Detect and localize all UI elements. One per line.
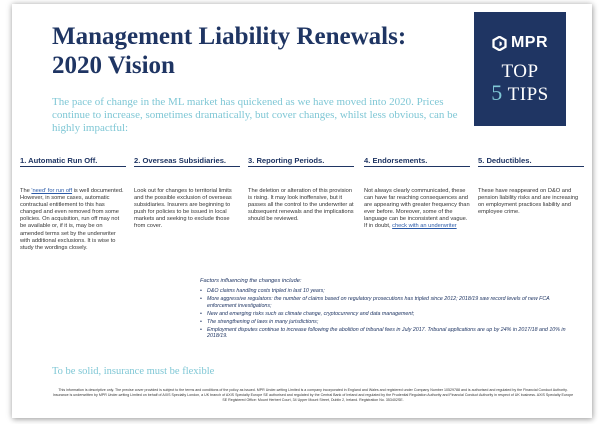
- badge-tips-number: 5: [491, 80, 503, 105]
- tip-reporting-periods: [248, 156, 354, 223]
- page-title: [52, 22, 472, 80]
- run-off-link[interactable]: 'need' for run off: [31, 188, 73, 194]
- tip-endorsements: [364, 156, 470, 231]
- badge-tips-label: [474, 82, 566, 106]
- factor-item: • D&O claims handling costs tripled in last 10 years;: [200, 288, 570, 294]
- tip-heading: 2. Overseas Subsidiaries.: [134, 156, 240, 167]
- factor-item: • New and emerging risks such as climate change, cryptocurrency and data management;: [200, 311, 570, 317]
- badge-tips-text: TIPS: [507, 84, 549, 105]
- tip-heading: 1. Automatic Run Off.: [20, 156, 126, 167]
- tagline: To be solid, insurance must be flexible: [52, 366, 215, 377]
- tip-overseas-subsidiaries: [134, 156, 240, 231]
- factor-item: • Employment disputes continue to increase following the abolition of tribunal fees in July 2017. Tribunal applications are up by 24% in 2017/18 and 10% in 2018/19.: [200, 327, 570, 340]
- document-page: [12, 4, 592, 418]
- tip-heading: 5. Deductibles.: [478, 156, 584, 167]
- tip-body: The deletion or alteration of this provision is rising. It may look inoffensive, but it passes all the control to the underwriter at subsequent renewals and the implications should be reviewed.: [248, 188, 354, 223]
- top-tips-badge: [474, 12, 566, 126]
- tip-heading: 4. Endorsements.: [364, 156, 470, 167]
- tip-body-text: The: [20, 188, 32, 194]
- tip-body: Look out for changes to territorial limits and the possible exclusion of overseas subsidiaries. Insurers are beginning to push for policies to be issued in local markets and seeking to exclude those from cover.: [134, 188, 232, 230]
- brand-name: MPR: [510, 34, 549, 51]
- tip-automatic-run-off: [20, 156, 126, 252]
- tip-body-text: is well documented. However, in some cases, automatic contractual entitlement to this has changed and even removed from some policies. On acquisition, run off may not be available or, if it is, may be on amended terms set by the underwriter with additional exclusions. It is wise to study the wordings closely.: [20, 188, 124, 251]
- factor-item: • More aggressive regulators: the number of claims based on regulatory prosecutions has tripled since 2012; 2018/19 saw record levels of new FCA enforcement investigations;: [200, 296, 570, 309]
- tip-body: [364, 188, 470, 231]
- badge-top-label: TOP: [501, 61, 539, 82]
- tip-heading: 3. Reporting Periods.: [248, 156, 354, 167]
- title-line-2: 2020 Vision: [52, 52, 175, 79]
- factor-item: • The strengthening of laws in many jurisdictions;: [200, 319, 570, 325]
- intro-paragraph: The pace of change in the ML market has quickened as we have moved into 2020. Prices continue to increase, sometimes dramatically, but cover changes, whilst less obvious, can be highly impactful:: [52, 96, 458, 134]
- title-line-1: Management Liability Renewals:: [52, 23, 407, 50]
- tip-body-text: Not always clearly communicated, these can have far reaching consequences and are appearing with greater frequency than ever before. Moreover, some of the language can be inconsistent and vague. If in doubt,: [364, 188, 470, 230]
- check-with-underwriter-link[interactable]: check with an underwriter: [392, 223, 457, 230]
- mpr-hexagon-logo-icon: [492, 36, 507, 51]
- tip-body: [20, 188, 126, 252]
- tip-body: These have reappeared on D&O and pension liability risks and are increasing on employment practices liability and employee crime.: [478, 188, 579, 216]
- tips-row: [12, 156, 600, 266]
- factors-box: [200, 278, 570, 341]
- factors-list: [200, 288, 570, 340]
- brand-logo: [474, 34, 566, 52]
- tip-deductibles: [478, 156, 584, 216]
- factors-title: Factors influencing the changes include:: [200, 278, 302, 284]
- legal-disclaimer: This information is descriptive only. The precise cover provided is subject to the terms and conditions of the policy as issued. MPR Under-writing Limited is a company incorporated in England and Wales and registered under Company Number 10529788 and is authorised and regulated by the Financial Conduct Authority. Insurance is underwritten by MPR Under-writing Limited on behalf of AXIS Specialty London, a UK branch of AXIS Specialty Europe SE authorised and regulated by the Central Bank of Ireland and regulated by the Prudential Regulation Authority and Financial Conduct Authority in respect of UK business. AXIS Specialty Europe SE Registered Office: Mount Herbert Court, 34 Upper Mount Street, Dublin 2, Ireland. Registration No. 353402SE.: [52, 388, 574, 402]
